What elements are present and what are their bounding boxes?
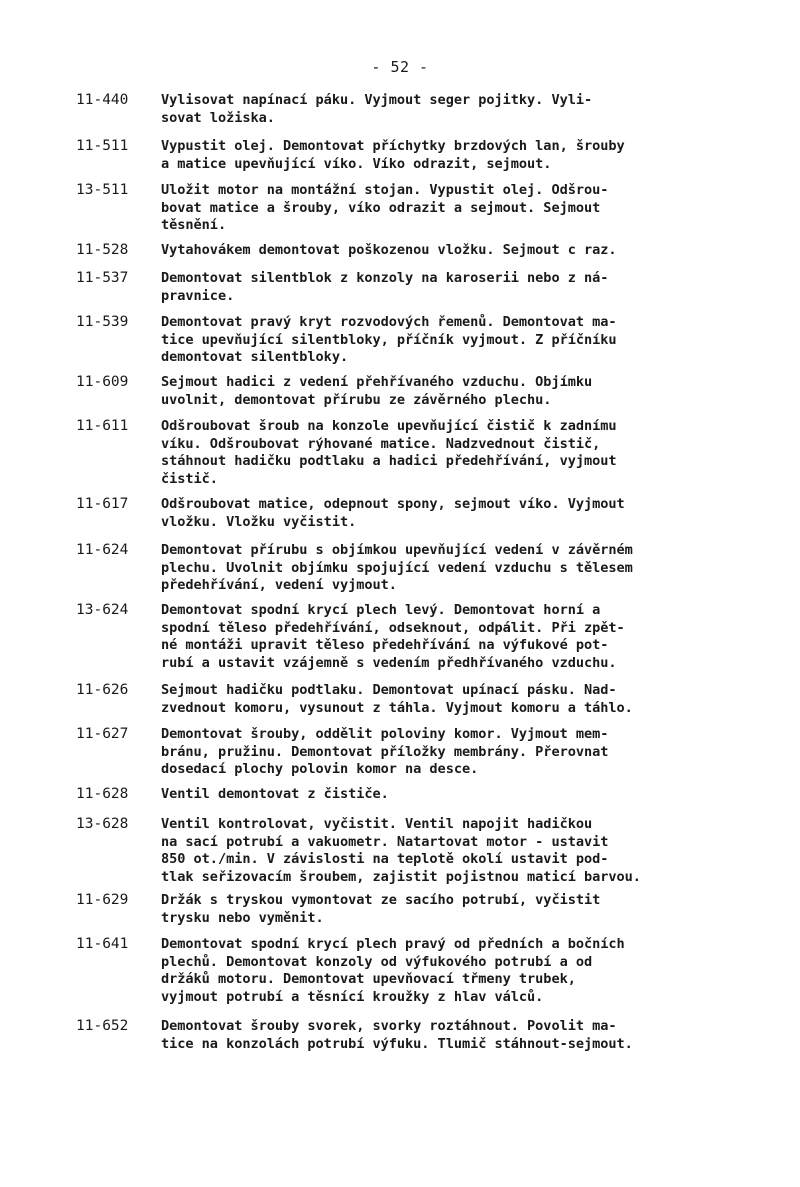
- entry-text-line: víku. Odšroubovat rýhované matice. Nadzvednout čistič,: [161, 435, 601, 452]
- entry-text: [161, 602, 788, 672]
- entry-text-line: vyjmout potrubí a těsnící kroužky z hlav válců.: [161, 988, 544, 1005]
- entry-code: 11-626: [76, 682, 129, 698]
- entry-row: [76, 92, 788, 127]
- entry-text: [161, 374, 788, 409]
- entry-text-line: trysku nebo vyměnit.: [161, 909, 324, 926]
- entry-code: 11-629: [76, 892, 129, 908]
- entry-text-line: Demontovat přírubu s objímkou upevňující vedení v závěrném: [161, 542, 633, 558]
- entry-text: [161, 270, 788, 305]
- entry-code: 11-537: [76, 270, 129, 286]
- entry-code: 13-628: [76, 816, 129, 832]
- entry-text-line: čistič.: [161, 470, 218, 487]
- entry-text: [161, 892, 788, 927]
- entry-text-line: Demontovat silentblok z konzoly na karoserii nebo z ná-: [161, 270, 609, 286]
- entry-code: 11-641: [76, 936, 129, 952]
- entry-text-line: těsnění.: [161, 217, 227, 233]
- entry-code: 11-617: [76, 496, 129, 512]
- entry-text: [161, 726, 788, 779]
- entry-row: [76, 892, 788, 927]
- entry-text: [161, 1018, 788, 1053]
- entry-text: [161, 92, 788, 127]
- entry-row: [76, 786, 788, 804]
- entry-text-line: Demontovat spodní krycí plech pravý od předních a bočních: [161, 936, 625, 952]
- entry-text-line: Demontovat spodní krycí plech levý. Demontovat horní a: [161, 602, 601, 618]
- entry-text-line: Demontovat šrouby, oddělit poloviny komor. Vyjmout mem-: [161, 726, 609, 742]
- entry-code: 11-539: [76, 314, 129, 330]
- entry-code: 11-611: [76, 418, 129, 434]
- entry-text-line: Vypustit olej. Demontovat příchytky brzdových lan, šrouby: [161, 138, 625, 154]
- entry-text: [161, 182, 788, 235]
- entry-text-line: Sejmout hadičku podtlaku. Demontovat upínací pásku. Nad-: [161, 682, 617, 698]
- entry-row: [76, 496, 788, 531]
- entry-text: [161, 936, 788, 1006]
- entry-text: [161, 496, 788, 531]
- entry-text-line: Držák s tryskou vymontovat ze sacího potrubí, vyčistit: [161, 892, 601, 908]
- entry-text-line: né montáži upravit těleso předehřívání na výfukové pot-: [161, 637, 609, 653]
- entry-row: [76, 602, 788, 672]
- entry-row: [76, 1018, 788, 1053]
- entry-text-line: tice na konzolách potrubí výfuku. Tlumič stáhnout-sejmout.: [161, 1035, 633, 1052]
- entry-text-line: Vytahovákem demontovat poškozenou vložku. Sejmout c raz.: [161, 242, 617, 258]
- entry-code: 11-628: [76, 786, 129, 802]
- entry-text-line: na sací potrubí a vakuometr. Natartovat motor - ustavit: [161, 833, 609, 850]
- entry-text-line: uvolnit, demontovat přírubu ze závěrného plechu.: [161, 391, 552, 408]
- entry-text-line: zvednout komoru, vysunout z táhla. Vyjmout komoru a táhlo.: [161, 699, 633, 716]
- entry-text-line: bovat matice a šrouby, víko odrazit a sejmout. Sejmout: [161, 199, 601, 216]
- entry-text-line: plechů. Demontovat konzoly od výfukového potrubí a od: [161, 953, 593, 970]
- entry-row: [76, 816, 788, 886]
- entry-text-line: Odšroubovat matice, odepnout spony, sejmout víko. Vyjmout: [161, 496, 625, 512]
- entry-code: 11-511: [76, 138, 129, 154]
- entry-text-line: tlak seřizovacím šroubem, zajistit pojistnou maticí barvou.: [161, 868, 641, 885]
- entry-row: [76, 374, 788, 409]
- entry-text: [161, 314, 788, 367]
- entry-row: [76, 138, 788, 173]
- entry-row: [76, 182, 788, 235]
- entry-text: [161, 138, 788, 173]
- page-number: - 52 -: [371, 58, 429, 76]
- entry-text-line: předehřívání, vedení vyjmout.: [161, 577, 397, 593]
- entry-text-line: bránu, pružinu. Demontovat příložky membrány. Přerovnat: [161, 743, 609, 760]
- entry-code: 11-627: [76, 726, 129, 742]
- entry-text-line: Odšroubovat šroub na konzole upevňující čistič k zadnímu: [161, 418, 617, 434]
- entry-text-line: Uložit motor na montážní stojan. Vypustit olej. Odšrou-: [161, 182, 609, 198]
- entry-text-line: Sejmout hadici z vedení přehřívaného vzduchu. Objímku: [161, 374, 593, 390]
- entry-row: [76, 314, 788, 367]
- entry-text: [161, 418, 788, 488]
- entry-text: [161, 682, 788, 717]
- entry-text-line: Ventil kontrolovat, vyčistit. Ventil napojit hadičkou: [161, 816, 593, 832]
- entry-text-line: držáků motoru. Demontovat upevňovací třmeny trubek,: [161, 971, 576, 987]
- entry-code: 11-440: [76, 92, 129, 108]
- entry-text-line: Demontovat šrouby svorek, svorky roztáhnout. Povolit ma-: [161, 1018, 617, 1034]
- entry-row: [76, 542, 788, 595]
- entry-text-line: Vylisovat napínací páku. Vyjmout seger pojitky. Vyli-: [161, 92, 593, 108]
- entry-code: 11-624: [76, 542, 129, 558]
- entry-row: [76, 418, 788, 488]
- entry-text-line: pravnice.: [161, 287, 235, 304]
- entry-text-line: sovat ložiska.: [161, 109, 275, 126]
- entry-code: 13-624: [76, 602, 129, 618]
- entry-code: 11-609: [76, 374, 129, 390]
- entry-text-line: spodní těleso předehřívání, odseknout, odpálit. Při zpět-: [161, 619, 625, 636]
- entry-text: [161, 242, 788, 260]
- entry-text-line: a matice upevňující víko. Víko odrazit, sejmout.: [161, 155, 552, 172]
- entry-code: 11-528: [76, 242, 129, 258]
- entry-text: [161, 786, 788, 804]
- entry-row: [76, 270, 788, 305]
- entry-text-line: tice upevňující silentbloky, příčník vyjmout. Z příčníku: [161, 331, 617, 348]
- entry-text-line: Demontovat pravý kryt rozvodových řemenů. Demontovat ma-: [161, 314, 617, 330]
- entry-code: 13-511: [76, 182, 129, 198]
- entry-text-line: vložku. Vložku vyčistit.: [161, 513, 357, 530]
- entry-text: [161, 816, 788, 886]
- entry-text-line: demontovat silentbloky.: [161, 349, 349, 365]
- entry-text-line: Ventil demontovat z čističe.: [161, 786, 389, 802]
- entry-row: [76, 726, 788, 779]
- entry-text-line: dosedací plochy polovin komor na desce.: [161, 761, 479, 777]
- entry-text-line: plechu. Uvolnit objímku spojující vedení vzduchu s tělesem: [161, 559, 633, 576]
- entry-row: [76, 682, 788, 717]
- entry-row: [76, 936, 788, 1006]
- entry-text-line: 850 ot./min. V závislosti na teplotě okolí ustavit pod-: [161, 851, 609, 867]
- entry-row: [76, 242, 788, 260]
- entry-text-line: stáhnout hadičku podtlaku a hadici předehřívání, vyjmout: [161, 453, 617, 469]
- entry-text: [161, 542, 788, 595]
- entry-text-line: rubí a ustavit vzájemně s vedením předhřívaného vzduchu.: [161, 654, 617, 671]
- entry-code: 11-652: [76, 1018, 129, 1034]
